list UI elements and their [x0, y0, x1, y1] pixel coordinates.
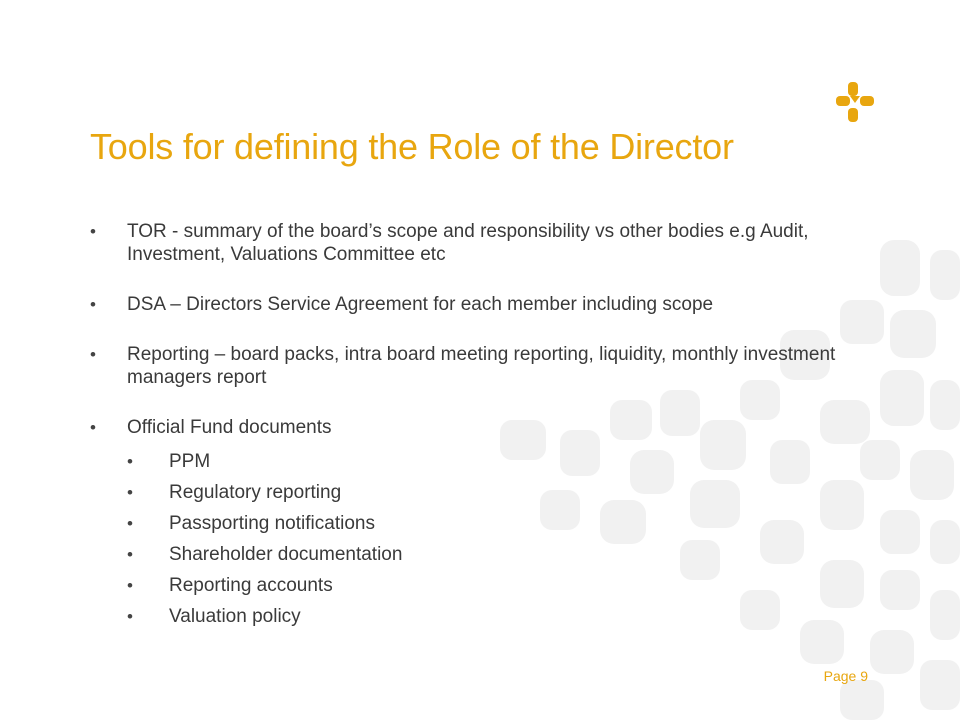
bullet-dsa: [90, 293, 850, 316]
sub-bullet-item: • Shareholder documentation: [127, 543, 850, 566]
bullet-official-fund-documents: [90, 416, 850, 628]
bullet-reporting: [90, 343, 850, 389]
bullet-list: [90, 220, 850, 636]
page-number: Page 9: [823, 668, 868, 684]
logo-icon: [832, 82, 880, 122]
bullet-tor: [90, 220, 850, 266]
sub-bullet-item: • Passporting notifications: [127, 512, 850, 535]
bullet-text: TOR - summary of the board’s scope and responsibility vs other bodies e.g Audit, Investment, Valuations Committee etc: [127, 221, 809, 265]
sub-bullet-list: [127, 450, 850, 628]
bullet-text: Reporting – board packs, intra board meeting reporting, liquidity, monthly investment managers report: [127, 344, 836, 388]
bullet-text: DSA – Directors Service Agreement for each member including scope: [127, 294, 714, 315]
sub-bullet-item: • Valuation policy: [127, 605, 850, 628]
sub-bullet-item: • PPM: [127, 450, 850, 473]
sub-bullet-item: • Regulatory reporting: [127, 481, 850, 504]
sub-bullet-item: • Reporting accounts: [127, 574, 850, 597]
page-title: Tools for defining the Role of the Director: [90, 126, 734, 167]
bullet-text: Official Fund documents: [127, 417, 332, 438]
